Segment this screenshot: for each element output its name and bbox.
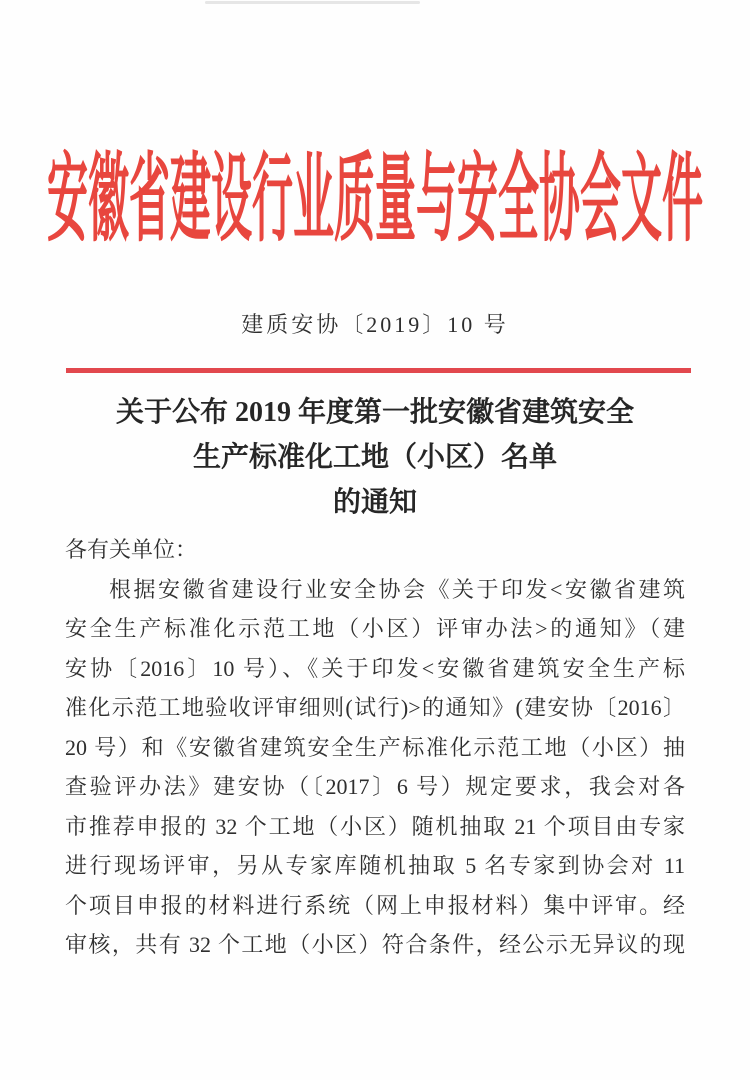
document-title-line-2: 生产标准化工地（小区）名单 bbox=[192, 442, 557, 473]
body-line: 准化示范工地验收评审细则(试行)>的通知》(建安协〔2016〕 bbox=[65, 695, 685, 720]
document-title-line-1: 关于公布 2019 年度第一批安徽省建筑安全 bbox=[115, 397, 634, 428]
body-line: 安协〔2016〕10 号）、《关于印发<安徽省建筑安全生产标 bbox=[65, 655, 685, 681]
body-line: 个项目申报的材料进行系统（网上申报材料）集中评审。经 bbox=[65, 892, 685, 918]
body-line: 审核，共有 32 个工地（小区）符合条件，经公示无异议的现 bbox=[65, 932, 685, 957]
body-line: 安全生产标准化示范工地（小区）评审办法>的通知》（建 bbox=[65, 616, 685, 641]
document-body bbox=[65, 530, 685, 965]
org-banner-text: 安徽省建设行业质量与安全协会文件 bbox=[47, 144, 703, 254]
red-divider-rule bbox=[66, 368, 691, 373]
org-banner bbox=[0, 144, 750, 254]
body-line: 查验评办法》建安协（〔2017〕6 号）规定要求，我会对各 bbox=[65, 774, 685, 799]
document-number: 建质安协〔2019〕10 号 bbox=[241, 312, 509, 337]
body-line: 根据安徽省建设行业安全协会《关于印发<安徽省建筑 bbox=[109, 576, 685, 602]
document-title-line-3: 的通知 bbox=[332, 487, 417, 518]
document-title bbox=[65, 390, 685, 525]
salutation: 各有关单位： bbox=[65, 537, 198, 562]
scan-artifact bbox=[205, 1, 420, 4]
body-line: 市推荐申报的 32 个工地（小区）随机抽取 21 个项目由专家 bbox=[65, 813, 685, 839]
body-line: 20 号）和《安徽省建筑安全生产标准化示范工地（小区）抽 bbox=[65, 734, 685, 760]
body-line: 进行现场评审，另从专家库随机抽取 5 名专家到协会对 11 bbox=[65, 853, 685, 878]
